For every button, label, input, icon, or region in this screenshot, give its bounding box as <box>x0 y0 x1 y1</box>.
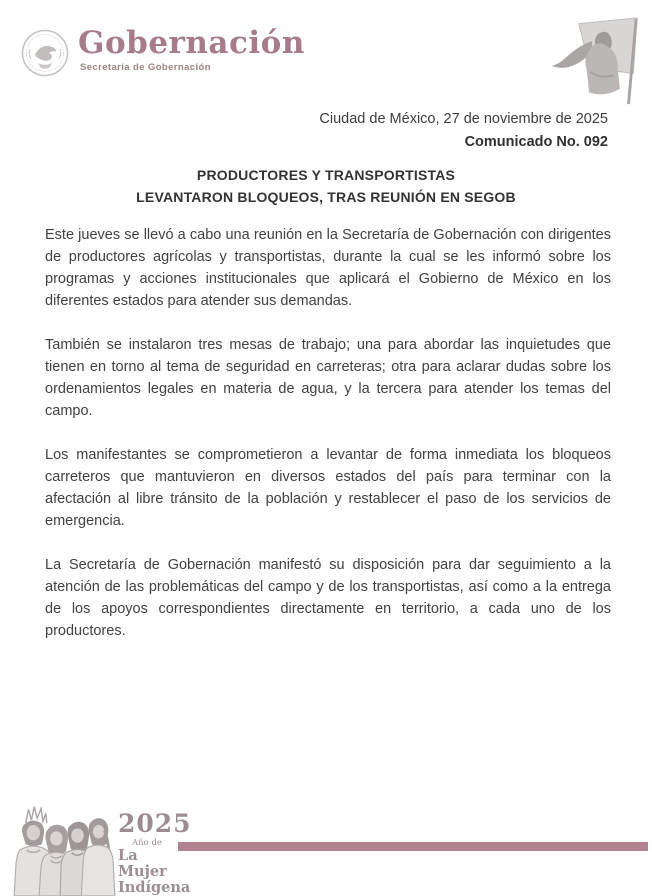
paragraph: Este jueves se llevó a cabo una reunión en la Secretaría de Gobernación con dirigentes de productores agrícolas y transportistas, durante la cual se les informó sobre los programas y acciones institucionales que aplicará el Gobierno de México en los diferentes estados para atender sus demandas. <box>45 227 611 309</box>
title-line-2: LEVANTARON BLOQUEOS, TRAS REUNIÓN EN SEGOB <box>136 189 516 205</box>
year-emblem <box>118 809 192 896</box>
press-release-title <box>0 164 652 208</box>
dateline-block <box>45 108 608 154</box>
title-line-1: PRODUCTORES Y TRANSPORTISTAS <box>196 167 456 183</box>
body-text <box>45 224 611 664</box>
footer-divider-bar <box>178 842 648 851</box>
year-tagline-3: Indígena <box>118 879 191 896</box>
paragraph: También se instalaron tres mesas de trabajo; una para abordar las inquietudes que tienen en torno al tema de seguridad en carreteras; otra para aclarar dudas sobre los ordenamientos legales en materia de agua, y la tercera para atender los temas del campo. <box>45 337 611 419</box>
brand-wordmark: Gobernación <box>78 25 305 61</box>
year-tagline-2: La Mujer <box>118 847 167 880</box>
brand-subtitle: Secretaría de Gobernación <box>80 62 211 73</box>
indigenous-women-icon <box>12 800 118 896</box>
comunicado-number: Comunicado No. 092 <box>464 134 608 150</box>
dateline: Ciudad de México, 27 de noviembre de 2025 <box>319 111 608 127</box>
segob-logo <box>20 24 305 82</box>
year-2025: 2025 <box>118 809 192 838</box>
woman-with-flag-icon <box>544 16 644 108</box>
year-tagline-1: Año de <box>132 838 162 848</box>
paragraph: La Secretaría de Gobernación manifestó su disposición para dar seguimiento a la atención de las problemáticas del campo y de los transportistas, así como a la entrega de los apoyos correspondientes directamente en territorio, a cada uno de los productores. <box>45 557 611 639</box>
paragraph: Los manifestantes se comprometieron a levantar de forma inmediata los bloqueos carreteros que mantuvieron en diversos estados del país para terminar con la afectación al libre tránsito de la población y restablecer el paso de los servicios de emergencia. <box>45 447 611 529</box>
brand-text-block <box>78 26 305 73</box>
mexico-eagle-seal-icon <box>20 24 70 82</box>
